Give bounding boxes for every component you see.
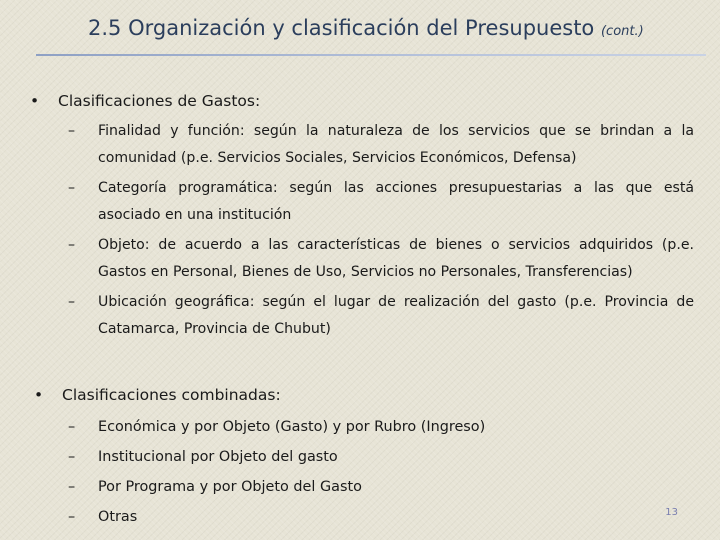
dash-marker: – <box>68 237 76 253</box>
sub-list <box>68 412 628 532</box>
dash-marker: – <box>68 180 76 196</box>
list-item-text: Ubicación geográfica: según el lugar de realización del gasto (p.e. Provincia de Catamarca, Provincia de Chubut) <box>98 294 694 337</box>
list-item-text: Por Programa y por Objeto del Gasto <box>98 479 362 495</box>
title-divider <box>36 54 706 56</box>
list-item-text: Finalidad y función: según la naturaleza de los servicios que se brindan a la comunidad (p.e. Servicios Sociales, Servicios Económicos, Defensa) <box>98 123 694 166</box>
list-item <box>68 442 628 472</box>
dash-marker: – <box>68 123 76 139</box>
dash-marker: – <box>68 479 76 495</box>
list-item-text: Económica y por Objeto (Gasto) y por Rubro (Ingreso) <box>98 419 486 435</box>
list-item-text: Objeto: de acuerdo a las características de bienes o servicios adquiridos (p.e. Gastos en Personal, Bienes de Uso, Servicios no Personales, Transferencias) <box>98 237 694 280</box>
list-item <box>68 412 628 442</box>
slide-title-suffix: (cont.) <box>600 24 644 39</box>
dash-marker: – <box>68 419 76 435</box>
list-item <box>68 472 628 502</box>
dash-marker: – <box>68 449 76 465</box>
list-item <box>68 289 694 343</box>
slide-title-text: 2.5 Organización y clasificación del Presupuesto <box>88 16 595 40</box>
list-item-text: Institucional por Objeto del gasto <box>98 449 338 465</box>
dash-marker: – <box>68 509 76 525</box>
dash-marker: – <box>68 294 76 310</box>
list-item <box>68 175 694 229</box>
bullet: • <box>34 386 44 404</box>
list-item <box>68 232 694 286</box>
section-gastos <box>30 90 694 337</box>
bullet: • <box>30 92 40 110</box>
section-heading-text: Clasificaciones de Gastos: <box>58 92 261 110</box>
list-item-text: Categoría programática: según las acciones presupuestarias a las que está asociado en una institución <box>98 180 694 223</box>
slide-title <box>88 16 698 40</box>
list-item-text: Otras <box>98 509 138 525</box>
section-heading <box>30 90 260 112</box>
list-item <box>68 502 628 532</box>
sub-list <box>68 118 694 346</box>
section-combinadas <box>34 384 486 525</box>
section-heading <box>34 384 281 406</box>
section-heading-text: Clasificaciones combinadas: <box>62 386 281 404</box>
list-item <box>68 118 694 172</box>
page-number: 13 <box>665 507 678 518</box>
